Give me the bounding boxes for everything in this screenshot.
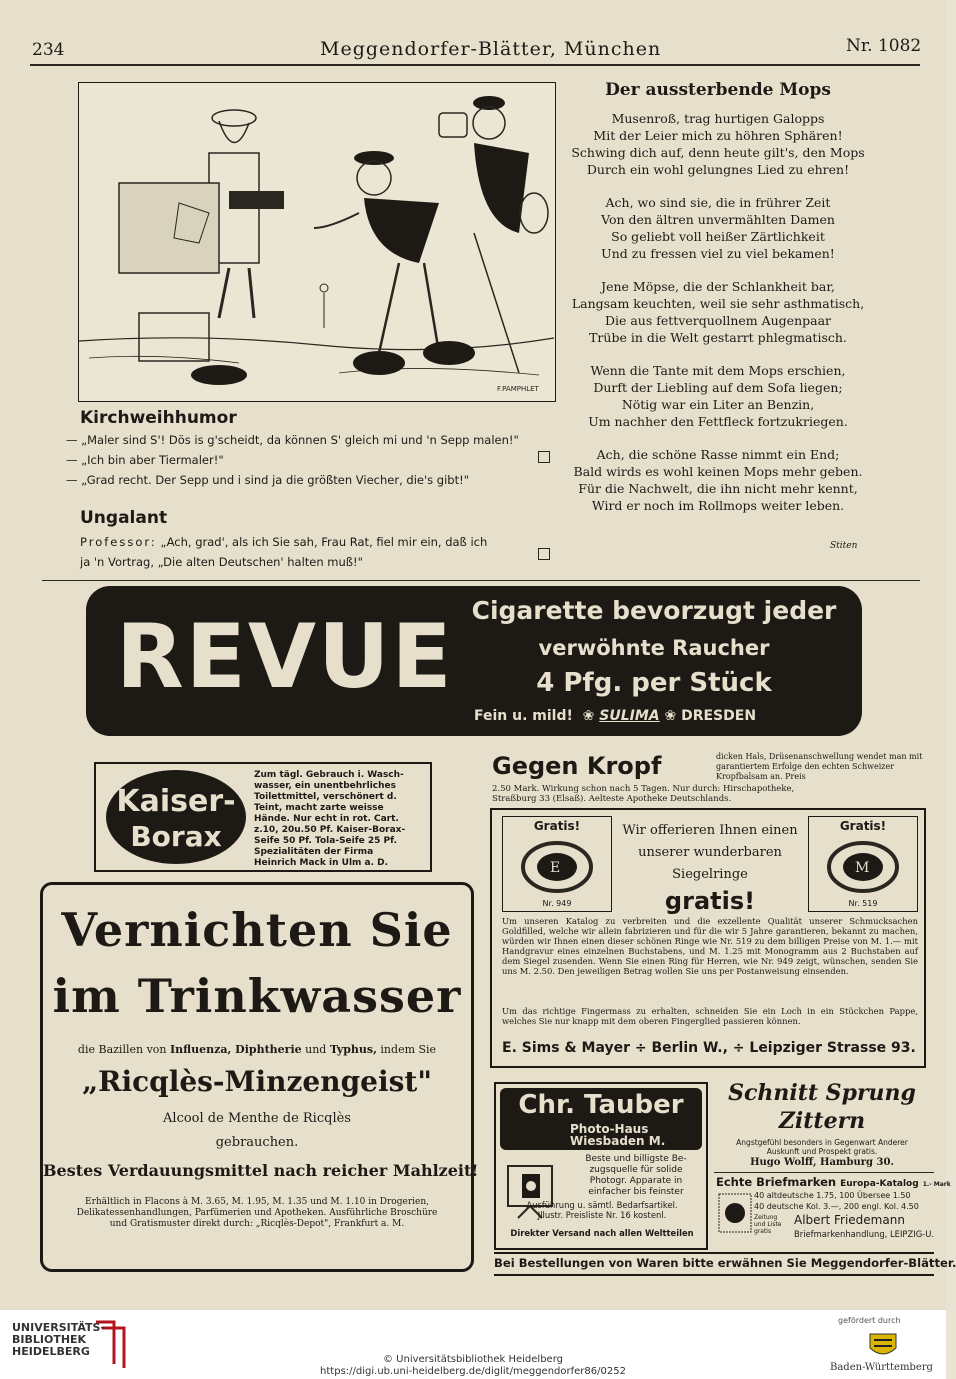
- joke1-text: [66, 430, 562, 490]
- ring-949-label: Nr. 949: [542, 899, 572, 908]
- ricqles-line3a: die Bazillen von: [77, 1043, 170, 1056]
- revue-ad: [86, 586, 862, 736]
- friedemann-name: Albert Friedemann: [794, 1213, 905, 1227]
- gratis-right: Gratis!: [839, 819, 887, 833]
- poem-line: Durft der Liebling auf dem Sofa liegen;: [593, 380, 843, 395]
- cartoon-drawing: [79, 83, 554, 400]
- poem-line: So geliebt voll heißer Zärtlichkeit: [611, 229, 825, 244]
- poem-line: Nötig war ein Liter an Benzin,: [621, 397, 815, 412]
- sims-body2: Um das richtige Fingermass zu erhalten, schneiden Sie ein Loch in ein Stückchen Pappe, welches Sie nur knapp mit dem oberen Fingerglied passieren können.: [502, 1006, 918, 1026]
- ricqles-line3c: und: [301, 1043, 330, 1056]
- sims-center1: Wir offerieren Ihnen einen: [622, 823, 798, 838]
- revue-brand: REVUE: [116, 605, 454, 708]
- section-rule: [42, 580, 920, 581]
- borax-line: Seife 50 Pf. Tola-Seife 25 Pf.: [254, 836, 397, 846]
- kropf-text2: 2.50 Mark. Wirkung schon nach 5 Tagen. Nur durch: Hirschapotheke,: [492, 784, 795, 794]
- poem-line: Trübe in die Welt gestarrt phlegmatisch.: [589, 330, 847, 345]
- library-name: [12, 1322, 105, 1358]
- tauber-line: Beste und billigste Be-: [585, 1154, 687, 1164]
- poem-line: Durch ein wohl gelungnes Lied zu ehren!: [586, 162, 850, 177]
- kropf-text1: dicken Hals, Drüsenanschwellung wendet man mit garantiertem Erfolge den echten Schweizer Kropfbalsam an. Preis: [716, 752, 923, 781]
- ring-519-box: [808, 816, 918, 912]
- revue-slogan: Fein u. mild!: [474, 708, 573, 724]
- borax-line: Teint, macht zarte weisse: [254, 803, 384, 813]
- poem-line: Langsam keuchten, weil sie sehr asthmatisch,: [571, 296, 865, 311]
- ricqles-line3: [43, 1043, 471, 1056]
- sims-gratis-big: gratis!: [664, 887, 756, 915]
- tauber-ad: [494, 1082, 708, 1250]
- poem-line: Wird er noch im Rollmops weiter leben.: [591, 498, 845, 513]
- copyright-text: © Universitätsbibliothek Heidelberg: [382, 1354, 563, 1365]
- friedemann-title2: Europa-Katalog: [840, 1179, 919, 1189]
- tauber-bottom: Direkter Versand nach allen Weltteilen: [510, 1228, 694, 1238]
- borax-logo-line1: Kaiser-: [116, 784, 236, 819]
- header-rule: [30, 64, 920, 66]
- friedemann-row4: Briefmarkenhandlung, LEIPZIG-U.: [794, 1229, 934, 1239]
- joke1-line: — „Maler sind S'! Dös is g'scheidt, da können S' gleich mi und 'n Sepp malen!": [66, 433, 519, 447]
- ricqles-small: [43, 1197, 471, 1230]
- poem-line: Von den ältren unvermählten Damen: [601, 212, 835, 227]
- permalink[interactable]: https://digi.ub.uni-heidelberg.de/diglit/meggendorfer86/0252: [320, 1366, 626, 1377]
- poem-line: Schwing dich auf, denn heute gilt's, den Mops: [571, 145, 865, 160]
- page-number: 234: [32, 40, 65, 60]
- poem-line: Um nachher den Fettfleck fortzukriegen.: [588, 414, 848, 429]
- friedemann-title: [716, 1175, 951, 1189]
- issue-number: Nr. 1082: [846, 36, 922, 56]
- sims-body: Um unseren Katalog zu verbreiten und die exzellente Qualität unserer Schmucksachen Goldfilled, welche wir allein fabrizieren und für die wir 5 Jahre garantieren, bekannt zu machen, würden wir Ihnen einen dieser schönen Ringe wie Nr. 519 zu dem billigen Preise von M. 1.— mit Handgravur eines einzelnen Buchstabens, und M. 1.25 mit Monogramm aus 2 Buchstaben auf dem Siegel zusenden. Wenn Sie einen Ring für Herren, wie Nr. 949 zeigt, wünschen, senden Sie uns M. 2.50. Den jeweiligen Betrag wollen Sie uns per Postanweisung einsenden.: [502, 916, 918, 976]
- poem-line: Und zu fressen viel zu viel bekamen!: [601, 246, 835, 261]
- svg-text:M: M: [855, 860, 870, 876]
- end-mark-icon: [538, 451, 550, 463]
- friedemann-row3a: Zeitung und Liste gratis: [754, 1214, 782, 1235]
- kropf-ad: [486, 752, 926, 804]
- ricqles-line1: Vernichten Sie: [61, 903, 453, 957]
- sims-center2: unserer wunderbaren Siegelringe: [638, 845, 782, 882]
- tauber-line: Jllustr. Preisliste Nr. 16 kostenl.: [537, 1210, 667, 1220]
- ring-icon: [823, 837, 903, 897]
- kropf-text3: Straßburg 33 (Elsaß). Aelteste Apotheke Deutschlands.: [492, 794, 732, 804]
- wolff-text1: Angstgefühl besonders in Gegenwart Anderer: [736, 1138, 908, 1147]
- sims-address: E. Sims & Mayer ÷ Berlin W., ÷ Leipziger Strasse 93.: [502, 1040, 916, 1056]
- joke2-title: Ungalant: [80, 508, 168, 528]
- svg-text:E: E: [550, 860, 561, 876]
- joke2-line1: „Ach, grad', als ich Sie sah, Frau Rat, fiel mir ein, daß ich: [160, 535, 488, 549]
- friedemann-title3: 1.- Mark: [922, 1181, 951, 1188]
- ricqles-line2: im Trinkwasser: [52, 969, 462, 1023]
- end-mark-icon: [538, 548, 550, 560]
- journal-title: Meggendorfer-Blätter, München: [320, 38, 662, 60]
- tauber-sub2: Wiesbaden M.: [570, 1134, 666, 1148]
- revue-line3: 4 Pfg. per Stück: [536, 668, 772, 698]
- stamp-icon: [718, 1193, 752, 1233]
- wolff-text3: Hugo Wolff, Hamburg 30.: [750, 1157, 894, 1168]
- poem-line: Ach, wo sind sie, die in frührer Zeit: [605, 195, 831, 210]
- order-note: Bei Bestellungen von Waren bitte erwähnen Sie Meggendorfer-Blätter.: [494, 1252, 934, 1276]
- revue-city: DRESDEN: [681, 708, 757, 724]
- tauber-sub1: Photo-Haus: [570, 1122, 649, 1136]
- borax-ad: [94, 762, 432, 872]
- borax-logo: [106, 770, 246, 864]
- tauber-banner: [500, 1088, 702, 1150]
- ring-icon: [517, 837, 597, 897]
- ring-519-label: Nr. 519: [848, 899, 878, 908]
- poem-line: Bald wirds es wohl keinen Mops mehr geben.: [573, 464, 863, 479]
- borax-line: z.10, 20u.50 Pf. Kaiser-Borax-: [254, 825, 406, 835]
- ricqles-line5: Alcool de Menthe de Ricqlès: [163, 1111, 351, 1126]
- wolff-ad: [714, 1080, 930, 1172]
- tauber-line: zugsquelle für solide: [589, 1165, 683, 1175]
- revue-sulima: SULIMA: [599, 708, 660, 724]
- library-line3: HEIDELBERG: [12, 1345, 90, 1358]
- sims-center-text: [620, 820, 800, 915]
- tauber-line: Ausführung u. sämtl. Bedarfsartikel.: [526, 1200, 678, 1210]
- borax-line: wasser, ein unentbehrliches: [254, 781, 396, 791]
- borax-line: Hände. Nur echt in rot. Cart.: [254, 814, 399, 824]
- poem-line: Für die Nachwelt, die ihn nicht mehr kennt,: [578, 481, 858, 496]
- joke1-line: — „Ich bin aber Tiermaler!": [66, 453, 224, 467]
- wolff-script2: Zittern: [778, 1108, 866, 1134]
- poem-line: Wenn die Tante mit dem Mops erschien,: [590, 363, 846, 378]
- joke2-text: [80, 532, 560, 572]
- ring-949-box: [502, 816, 612, 912]
- artist-signature: F.PAMPHLET: [497, 385, 539, 393]
- ricqles-line10: und Gratismuster direkt durch: „Ricqlès-Depot", Frankfurt a. M.: [109, 1219, 405, 1229]
- poem-line: Musenroß, trag hurtigen Galopps: [611, 111, 825, 126]
- ricqles-ad: [40, 882, 479, 1272]
- tauber-text: [566, 1154, 706, 1198]
- borax-logo-line2: Borax: [130, 820, 222, 853]
- wolff-text2: Auskunft und Prospekt gratis.: [766, 1147, 878, 1156]
- ricqles-line3d: Typhus,: [329, 1043, 377, 1056]
- cartoon-illustration: [78, 82, 556, 402]
- poem-stanza: [568, 446, 868, 514]
- ricqles-line7: Bestes Verdauungsmittel nach reicher Mahlzeit!: [43, 1161, 479, 1180]
- borax-line: Heinrich Mack in Ulm a. D.: [254, 858, 389, 868]
- joke2-line2: ja 'n Vortrag, „Die alten Deutschen' halten muß!": [80, 555, 363, 569]
- borax-line: Toilettmittel, verschönert d.: [254, 792, 397, 802]
- ricqles-line3e: indem Sie: [376, 1043, 437, 1056]
- ricqles-line9: Delikatessenhandlungen, Parfümerien und Apotheken. Ausführliche Broschüre: [76, 1208, 438, 1218]
- library-line2: BIBLIOTHEK: [12, 1333, 87, 1346]
- poem-body: [568, 110, 868, 514]
- gratis-left: Gratis!: [533, 819, 581, 833]
- revue-line1: Cigarette bevorzugt jeder: [471, 596, 837, 625]
- sims-mayer-ad: [490, 808, 926, 1068]
- joke1-line: — „Grad recht. Der Sepp und i sind ja die größten Viecher, die's gibt!": [66, 473, 469, 487]
- borax-line: Spezialitäten der Firma: [254, 847, 374, 857]
- poem-line: Ach, die schöne Rasse nimmt ein End;: [596, 447, 840, 462]
- poem-line: Mit der Leier mich zu höhren Sphären!: [593, 128, 843, 143]
- tauber-line: einfacher bis feinster: [588, 1187, 684, 1197]
- poem-title: Der aussterbende Mops: [605, 80, 831, 100]
- revue-line2: verwöhnte Raucher: [538, 636, 770, 660]
- funded-label: gefördert durch: [838, 1316, 901, 1325]
- poem-line: Jene Möpse, die der Schlankheit bar,: [601, 279, 835, 294]
- poem-stanza: [568, 362, 868, 430]
- friedemann-ad: [714, 1172, 951, 1253]
- borax-text: [254, 770, 430, 869]
- kropf-title: Gegen Kropf: [492, 752, 662, 780]
- poem-line: Die aus fettverquollnem Augenpaar: [604, 313, 832, 328]
- wolff-script1: Schnitt Sprung: [728, 1080, 916, 1106]
- ricqles-line3b: Influenza, Diphtherie: [170, 1043, 302, 1056]
- poem-stanza: [568, 110, 868, 178]
- borax-line: Zum tägl. Gebrauch i. Wasch-: [254, 770, 404, 780]
- poem-author: Stiten: [830, 541, 858, 551]
- poem-stanza: [568, 194, 868, 262]
- ricqles-brand: „Ricqlès-Minzengeist": [82, 1065, 432, 1098]
- library-line1: UNIVERSITÄTS-: [12, 1321, 106, 1334]
- poem-stanza: [568, 278, 868, 346]
- revue-line4: Fein u. mild! ❀ SULIMA ❀ DRESDEN: [474, 708, 757, 724]
- tauber-line: Photogr. Apparate in: [589, 1176, 683, 1186]
- friedemann-row2: 40 deutsche Kol. 3.—, 200 engl. Kol. 4.50: [754, 1202, 919, 1211]
- ricqles-line6: gebrauchen.: [215, 1135, 299, 1150]
- friedemann-row1: 40 altdeutsche 1.75, 100 Übersee 1.50: [754, 1191, 911, 1200]
- tauber-name: Chr. Tauber: [518, 1090, 684, 1120]
- digitization-footer: [0, 1310, 946, 1379]
- state-name: Baden-Württemberg: [830, 1362, 933, 1373]
- ricqles-line8: Erhältlich in Flacons à M. 3.65, M. 1.95, M. 1.35 und M. 1.10 in Drogerien,: [85, 1197, 429, 1207]
- tauber-text2: [500, 1200, 704, 1220]
- friedemann-title1: Echte Briefmarken: [716, 1175, 837, 1189]
- joke2-speaker: Professor:: [80, 535, 157, 549]
- joke1-title: Kirchweihhumor: [80, 408, 237, 428]
- coat-of-arms-icon: [866, 1330, 900, 1360]
